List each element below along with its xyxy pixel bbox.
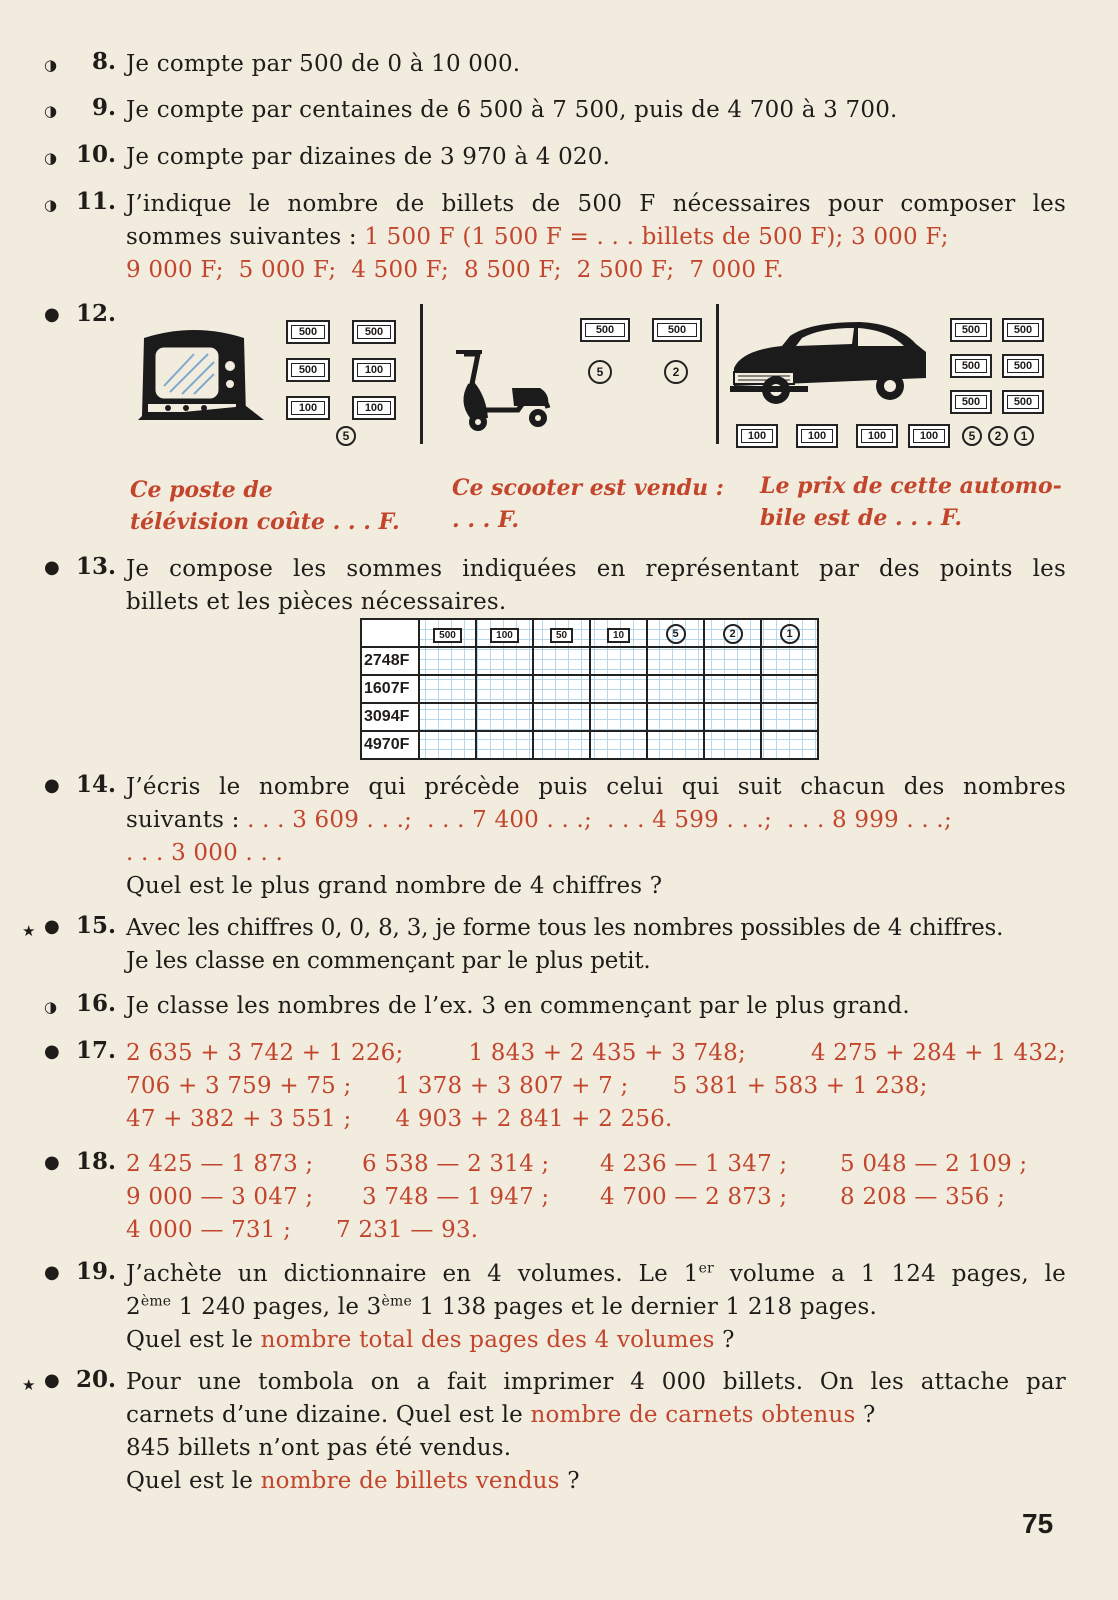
text-line	[126, 1258, 1066, 1291]
text-line	[126, 221, 1066, 254]
subtraction: 2 425 — 1 873 ;	[126, 1151, 314, 1177]
text-fragment: 2	[126, 1294, 141, 1320]
half-circle-icon: ◑	[44, 102, 58, 120]
coin-5: 5	[666, 624, 686, 644]
text-line: Avec les chiffres 0, 0, 8, 3, je forme tous les nombres possibles de 4 chiffres.	[126, 915, 1004, 941]
caption-line: Ce scooter est vendu :	[452, 475, 724, 501]
exercise-text: Je compte par 500 de 0 à 10 000.	[126, 51, 521, 77]
half-circle-icon: ◑	[44, 196, 58, 214]
bullet-icon: ●	[44, 557, 60, 578]
text-line: Pour une tombola on a fait imprimer 4 000 billets. On les attache par	[126, 1369, 1066, 1395]
exercise-text	[126, 912, 1066, 978]
text-fragment: ?	[559, 1468, 580, 1494]
column-header	[533, 619, 590, 647]
text-fragment: ?	[855, 1402, 876, 1428]
superscript: er	[698, 1260, 714, 1277]
banknote-500: 500	[286, 358, 330, 382]
subtraction: 9 000 — 3 047 ;	[126, 1184, 314, 1210]
question: Quel est le plus grand nombre de 4 chiffres ?	[126, 873, 663, 899]
row-label: 1607F	[361, 675, 419, 703]
banknote-500: 500	[950, 390, 992, 414]
caption-line: . . . F.	[452, 507, 520, 533]
table-header-row	[361, 619, 818, 647]
banknote-500: 500	[1002, 390, 1044, 414]
caption-line: bile est de . . . F.	[760, 505, 963, 531]
money-table	[360, 618, 819, 760]
coin-2: 2	[723, 624, 743, 644]
subtraction: 4 000 — 731 ;	[126, 1217, 292, 1243]
text-fragment: volume a 1 124 pages, le	[713, 1261, 1066, 1287]
text-fragment: Quel est le	[126, 1327, 261, 1353]
page-number: 75	[1022, 1508, 1054, 1539]
exercise-number: 10.	[75, 141, 116, 168]
star-icon: ★	[22, 1376, 36, 1394]
banknote-500: 500	[950, 318, 992, 342]
coin-1: 1	[1014, 426, 1034, 446]
text-line: 845 billets n’ont pas été vendus.	[126, 1435, 512, 1461]
car-icon	[730, 316, 930, 412]
banknote-100: 100	[490, 628, 519, 643]
column-header	[647, 619, 704, 647]
text-line: J’indique le nombre de billets de 500 F nécessaires pour composer les	[126, 191, 1066, 217]
amounts: 9 000 F; 5 000 F; 4 500 F; 8 500 F; 2 500 F; 7 000 F.	[126, 257, 784, 283]
subtraction: 7 231 — 93.	[336, 1217, 479, 1243]
table-corner	[361, 619, 419, 647]
divider	[420, 304, 423, 444]
exercise-number: 8.	[91, 48, 116, 75]
table-row	[361, 675, 818, 703]
table-row	[361, 647, 818, 675]
bullet-icon: ●	[44, 1152, 60, 1173]
banknote-500: 500	[286, 320, 330, 344]
exercise-text	[126, 771, 1066, 903]
exercise-text	[126, 188, 1066, 287]
banknote-100: 100	[736, 424, 778, 448]
caption-line: télévision coûte . . . F.	[130, 509, 400, 535]
addition: 47 + 382 + 3 551 ;	[126, 1106, 352, 1132]
highlight: nombre de billets vendus	[260, 1468, 560, 1494]
highlight: nombre total des pages des 4 volumes	[260, 1327, 715, 1353]
exercise-number: 11.	[75, 188, 116, 215]
amounts: 1 500 F (1 500 F = . . . billets de 500 F); 3 000 F;	[364, 224, 949, 250]
question	[126, 1324, 1066, 1357]
banknote-500: 500	[1002, 318, 1044, 342]
banknote-100: 100	[908, 424, 950, 448]
superscript: ème	[140, 1293, 172, 1310]
subtraction: 4 236 — 1 347 ;	[600, 1151, 788, 1177]
half-circle-icon: ◑	[44, 56, 58, 74]
banknote-100: 100	[352, 358, 396, 382]
exercise-text	[126, 1366, 1066, 1498]
table-row	[361, 731, 818, 759]
text-fragment: carnets d’une dizaine. Quel est le	[126, 1402, 531, 1428]
text-line: Je les classe en commençant par le plus petit.	[126, 948, 651, 974]
column-header	[590, 619, 647, 647]
coin-2: 2	[664, 360, 688, 384]
caption-tv	[130, 474, 400, 538]
banknote-100: 100	[796, 424, 838, 448]
caption-line: Ce poste de	[130, 477, 273, 503]
text-fragment: Quel est le	[126, 1468, 261, 1494]
exercise-text	[126, 1258, 1066, 1357]
text-line	[126, 1181, 1066, 1214]
highlight: nombre de carnets obtenus	[530, 1402, 856, 1428]
banknote-50: 50	[550, 628, 573, 643]
text-fragment: ?	[714, 1327, 735, 1353]
bullet-icon: ●	[44, 1370, 60, 1391]
caption-scooter	[452, 472, 724, 536]
additions	[126, 1037, 1066, 1136]
banknote-100: 100	[352, 396, 396, 420]
exercise-number: 18.	[75, 1148, 116, 1175]
text-fragment: sommes suivantes :	[126, 224, 357, 250]
bullet-icon: ●	[44, 916, 60, 937]
text-line: Je compose les sommes indiquées en représentant par des points les	[126, 556, 1066, 582]
text-fragment: 1 138 pages et le dernier 1 218 pages.	[411, 1294, 877, 1320]
addition: 2 635 + 3 742 + 1 226;	[126, 1040, 404, 1066]
bullet-icon: ●	[44, 1262, 60, 1283]
banknote-500: 500	[1002, 354, 1044, 378]
bullet-icon: ●	[44, 1041, 60, 1062]
addition: 1 378 + 3 807 + 7 ;	[395, 1073, 629, 1099]
banknote-500: 500	[433, 628, 462, 643]
column-header	[419, 619, 476, 647]
exercise-number: 17.	[75, 1037, 116, 1064]
divider	[716, 304, 719, 444]
coin-2: 2	[988, 426, 1008, 446]
television-icon	[134, 324, 268, 424]
question	[126, 1465, 1066, 1498]
bullet-icon: ●	[44, 304, 60, 325]
column-header	[761, 619, 818, 647]
caption-line: Le prix de cette automo-	[760, 473, 1062, 499]
coin-1: 1	[780, 624, 800, 644]
text-line	[126, 1291, 1066, 1324]
banknote-500: 500	[352, 320, 396, 344]
text-fragment: suivants :	[126, 807, 240, 833]
banknote-500: 500	[580, 318, 630, 342]
exercise-number: 13.	[75, 553, 116, 580]
addition: 4 275 + 284 + 1 432;	[810, 1040, 1066, 1066]
row-label: 3094F	[361, 703, 419, 731]
subtraction: 5 048 — 2 109 ;	[840, 1151, 1028, 1177]
banknote-500: 500	[950, 354, 992, 378]
caption-car	[760, 470, 1062, 534]
coin-5: 5	[588, 360, 612, 384]
text-line	[126, 804, 1066, 837]
exercise-12	[0, 300, 1118, 540]
subtractions	[126, 1148, 1066, 1247]
text-line	[126, 1214, 1066, 1247]
addition: 4 903 + 2 841 + 2 256.	[395, 1106, 673, 1132]
text-line: J’écris le nombre qui précède puis celui qui suit chacun des nombres	[126, 774, 1066, 800]
exercise-number: 15.	[75, 912, 116, 939]
scooter-icon	[448, 344, 558, 434]
row-label: 4970F	[361, 731, 419, 759]
text-line: billets et les pièces nécessaires.	[126, 589, 507, 615]
table-row	[361, 703, 818, 731]
text-fragment: J’achète un dictionnaire en 4 volumes. Le 1	[126, 1261, 699, 1287]
text-line	[126, 1148, 1066, 1181]
banknote-10: 10	[607, 628, 630, 643]
subtraction: 6 538 — 2 314 ;	[362, 1151, 550, 1177]
coin-5: 5	[336, 426, 356, 446]
exercise-number: 9.	[91, 94, 116, 121]
superscript: ème	[381, 1293, 412, 1310]
exercise-number: 19.	[75, 1258, 116, 1285]
text-line	[126, 1103, 1066, 1136]
exercise-text: Je compte par dizaines de 3 970 à 4 020.	[126, 144, 611, 170]
subtraction: 3 748 — 1 947 ;	[362, 1184, 550, 1210]
exercise-number: 14.	[75, 771, 116, 798]
exercise-text	[126, 553, 1066, 619]
text-line	[126, 1070, 1066, 1103]
addition: 1 843 + 2 435 + 3 748;	[468, 1040, 746, 1066]
numbers: . . . 3 609 . . .; . . . 7 400 . . .; . . . 4 599 . . .; . . . 8 999 . . .;	[247, 807, 952, 833]
text-line	[126, 1037, 1066, 1070]
coin-5: 5	[962, 426, 982, 446]
half-circle-icon: ◑	[44, 998, 58, 1016]
banknote-100: 100	[286, 396, 330, 420]
column-header	[704, 619, 761, 647]
exercise-number: 16.	[75, 990, 116, 1017]
column-header	[476, 619, 533, 647]
exercise-text: Je compte par centaines de 6 500 à 7 500, puis de 4 700 à 3 700.	[126, 97, 898, 123]
exercise-number: 12.	[75, 300, 116, 327]
addition: 5 381 + 583 + 1 238;	[672, 1073, 928, 1099]
text-line	[126, 1399, 1066, 1432]
bullet-icon: ●	[44, 775, 60, 796]
subtraction: 8 208 — 356 ;	[840, 1184, 1006, 1210]
banknote-500: 500	[652, 318, 702, 342]
star-icon: ★	[22, 922, 36, 940]
numbers: . . . 3 000 . . .	[126, 840, 283, 866]
banknote-100: 100	[856, 424, 898, 448]
addition: 706 + 3 759 + 75 ;	[126, 1073, 352, 1099]
text-fragment: 1 240 pages, le 3	[171, 1294, 382, 1320]
exercise-number: 20.	[75, 1366, 116, 1393]
exercise-text: Je classe les nombres de l’ex. 3 en commençant par le plus grand.	[126, 993, 910, 1019]
row-label: 2748F	[361, 647, 419, 675]
half-circle-icon: ◑	[44, 149, 58, 167]
subtraction: 4 700 — 2 873 ;	[600, 1184, 788, 1210]
